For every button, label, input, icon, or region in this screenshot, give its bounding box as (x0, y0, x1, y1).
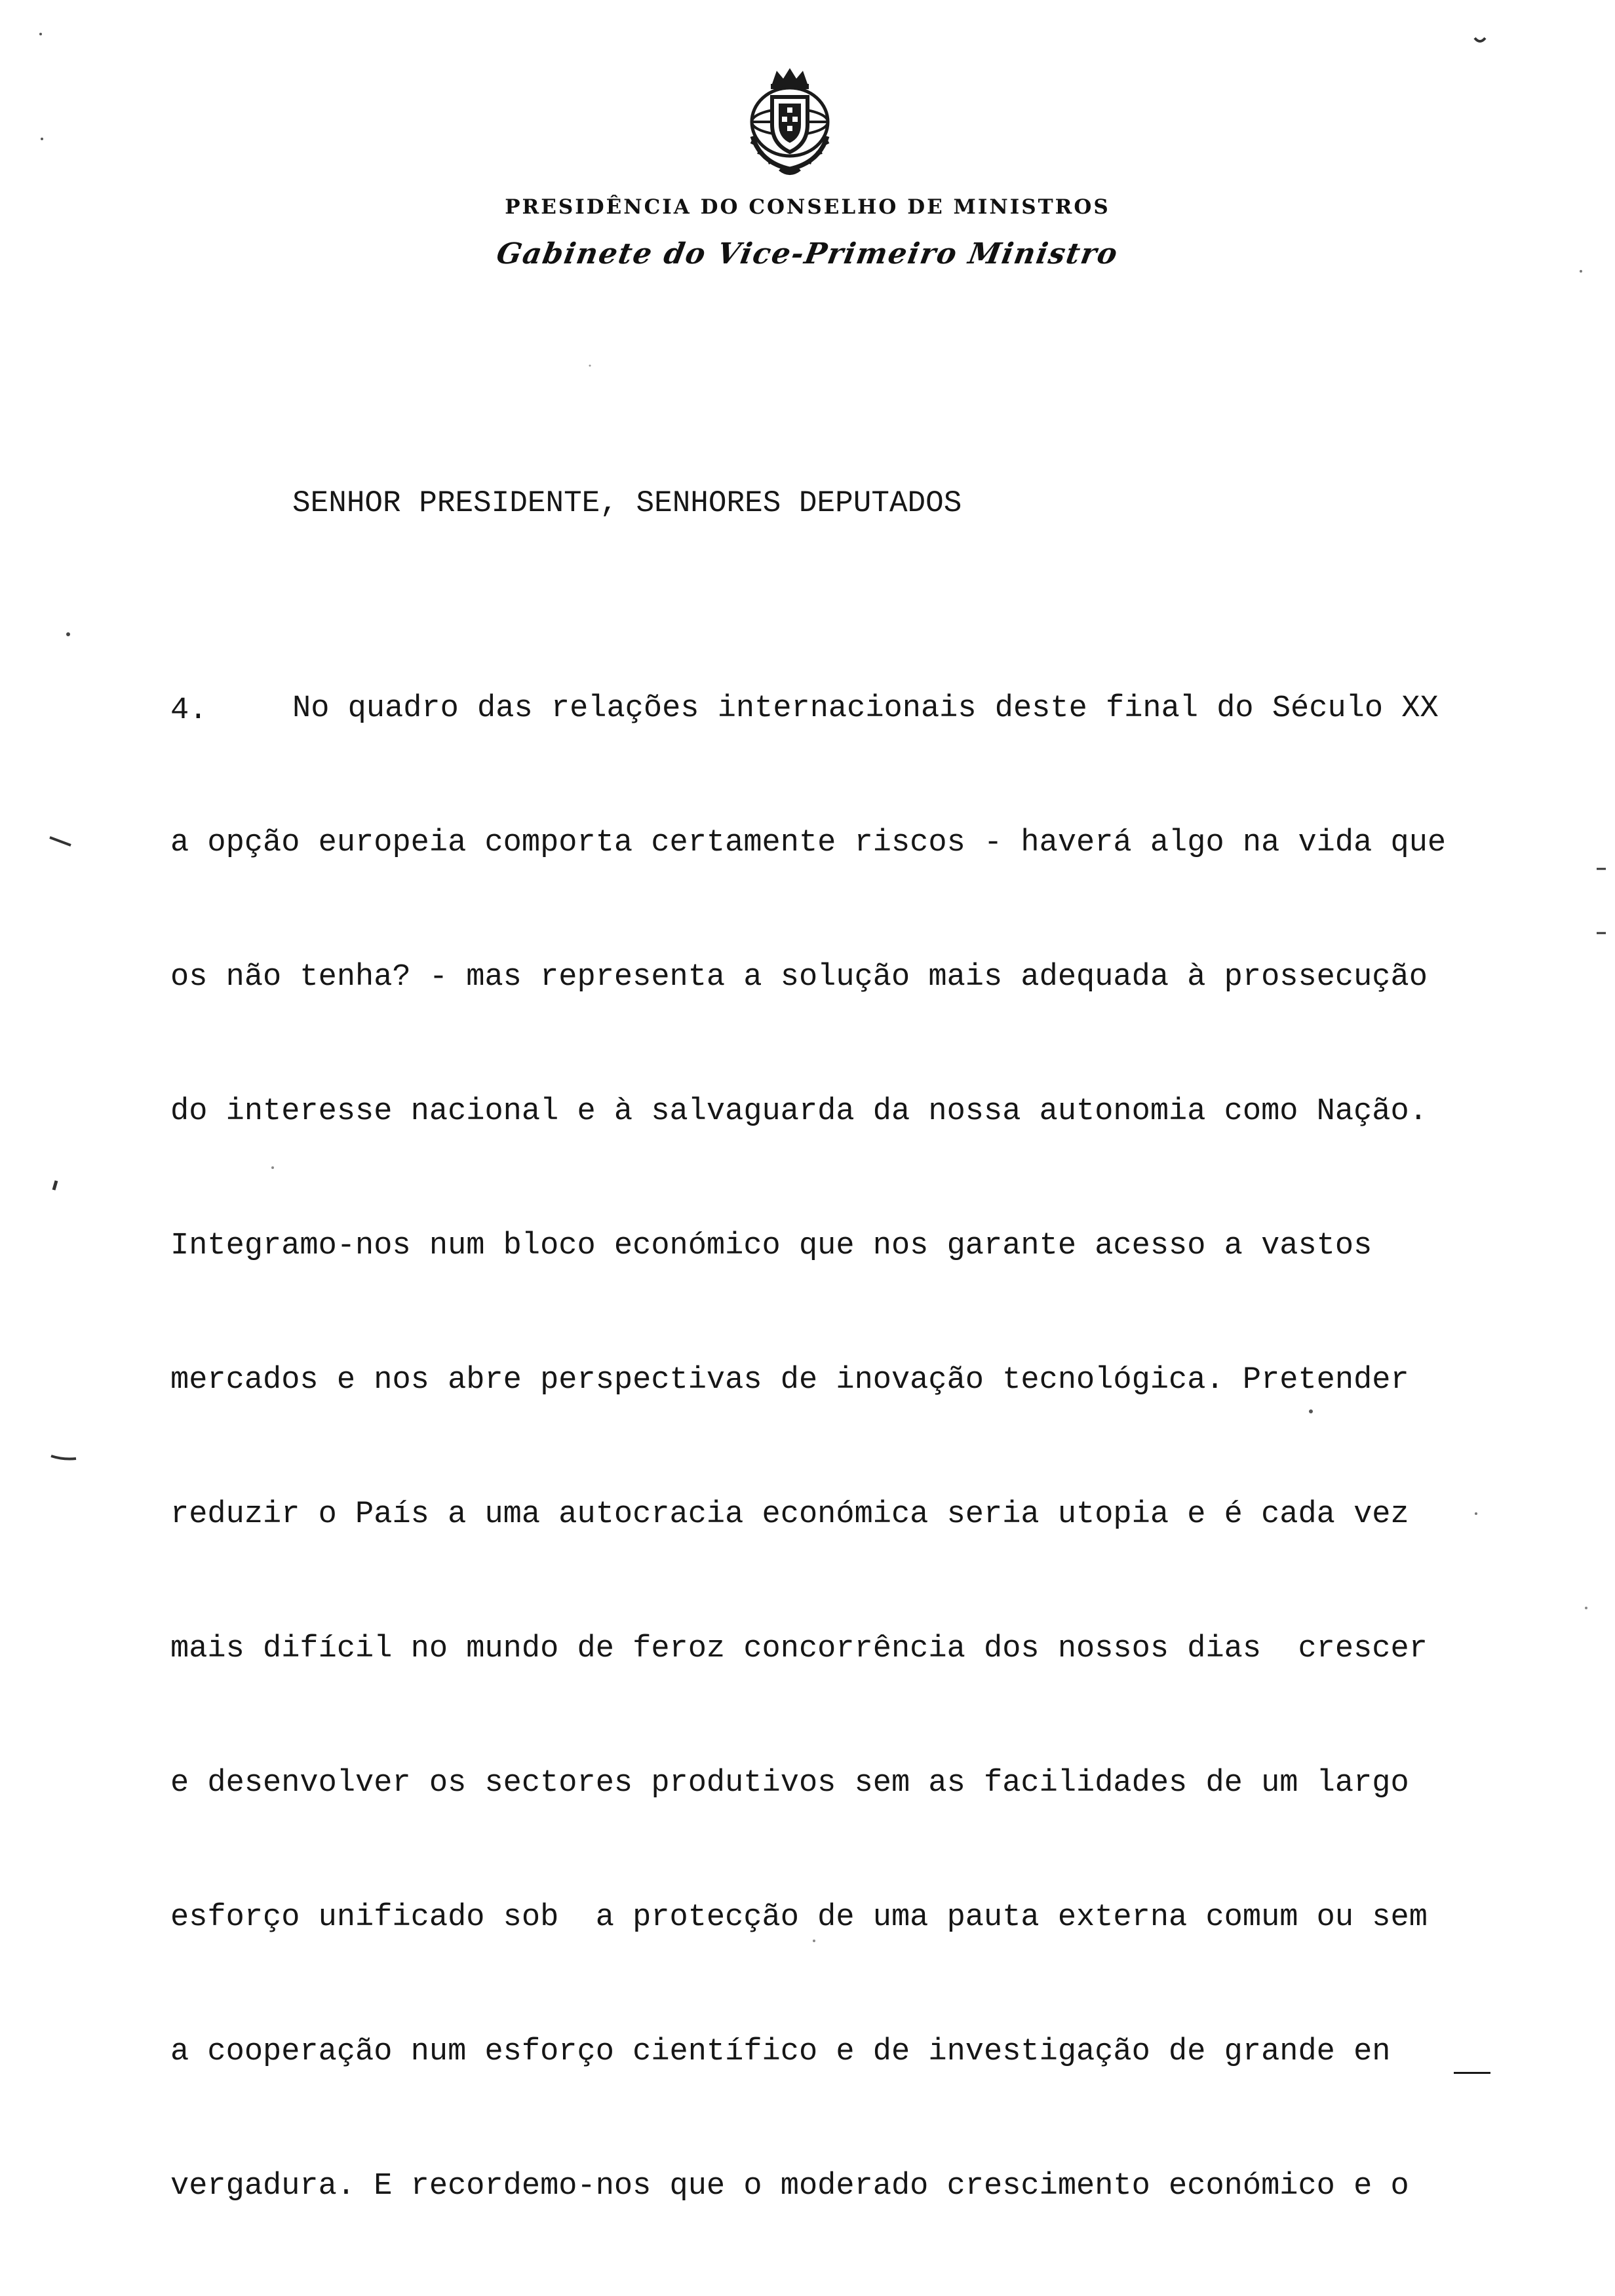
text-line: e desenvolver os sectores produtivos sem as facilidades de um largo (170, 1766, 1409, 1801)
text-line: esforço unificado sob a protecção de uma pauta externa comum ou sem (170, 1900, 1428, 1935)
text-line: a opção europeia comporta certamente riscos - haverá algo na vida que (170, 826, 1447, 860)
text-line: reduzir o País a uma autocracia económica seria utopia e é cada vez (170, 1497, 1409, 1532)
salutation-heading: SENHOR PRESIDENTE, SENHORES DEPUTADOS (292, 486, 962, 520)
text-line: No quadro das relações internacionais deste final do Século XX (292, 691, 1439, 726)
cabinet-signature: Gabinete do Vice-Primeiro Ministro (494, 237, 1121, 271)
text-line: os não tenha? - mas representa a solução mais adequada à prossecução (170, 960, 1428, 995)
organization-title: PRESIDÊNCIA DO CONSELHO DE MINISTROS (505, 195, 1110, 219)
text-line: mercados e nos abre perspectivas de inovação tecnológica. Pretender (170, 1363, 1409, 1398)
underline-mark (1454, 2072, 1490, 2074)
text-line: mais difícil no mundo de feroz concorrência dos nossos dias crescer (170, 1632, 1428, 1666)
text-line: vergadura. E recordemo-nos que o moderado crescimento económico e o (170, 2169, 1409, 2204)
text-line: Integramo-nos num bloco económico que nos garante acesso a vastos (170, 1229, 1372, 1263)
paragraph-number: 4. (170, 693, 208, 728)
coat-of-arms-icon (741, 64, 839, 177)
text-line: a cooperação num esforço científico e de investigação de grande en (170, 2035, 1391, 2069)
text-line: do interesse nacional e à salvaguarda da nossa autonomia como Nação. (170, 1094, 1428, 1129)
